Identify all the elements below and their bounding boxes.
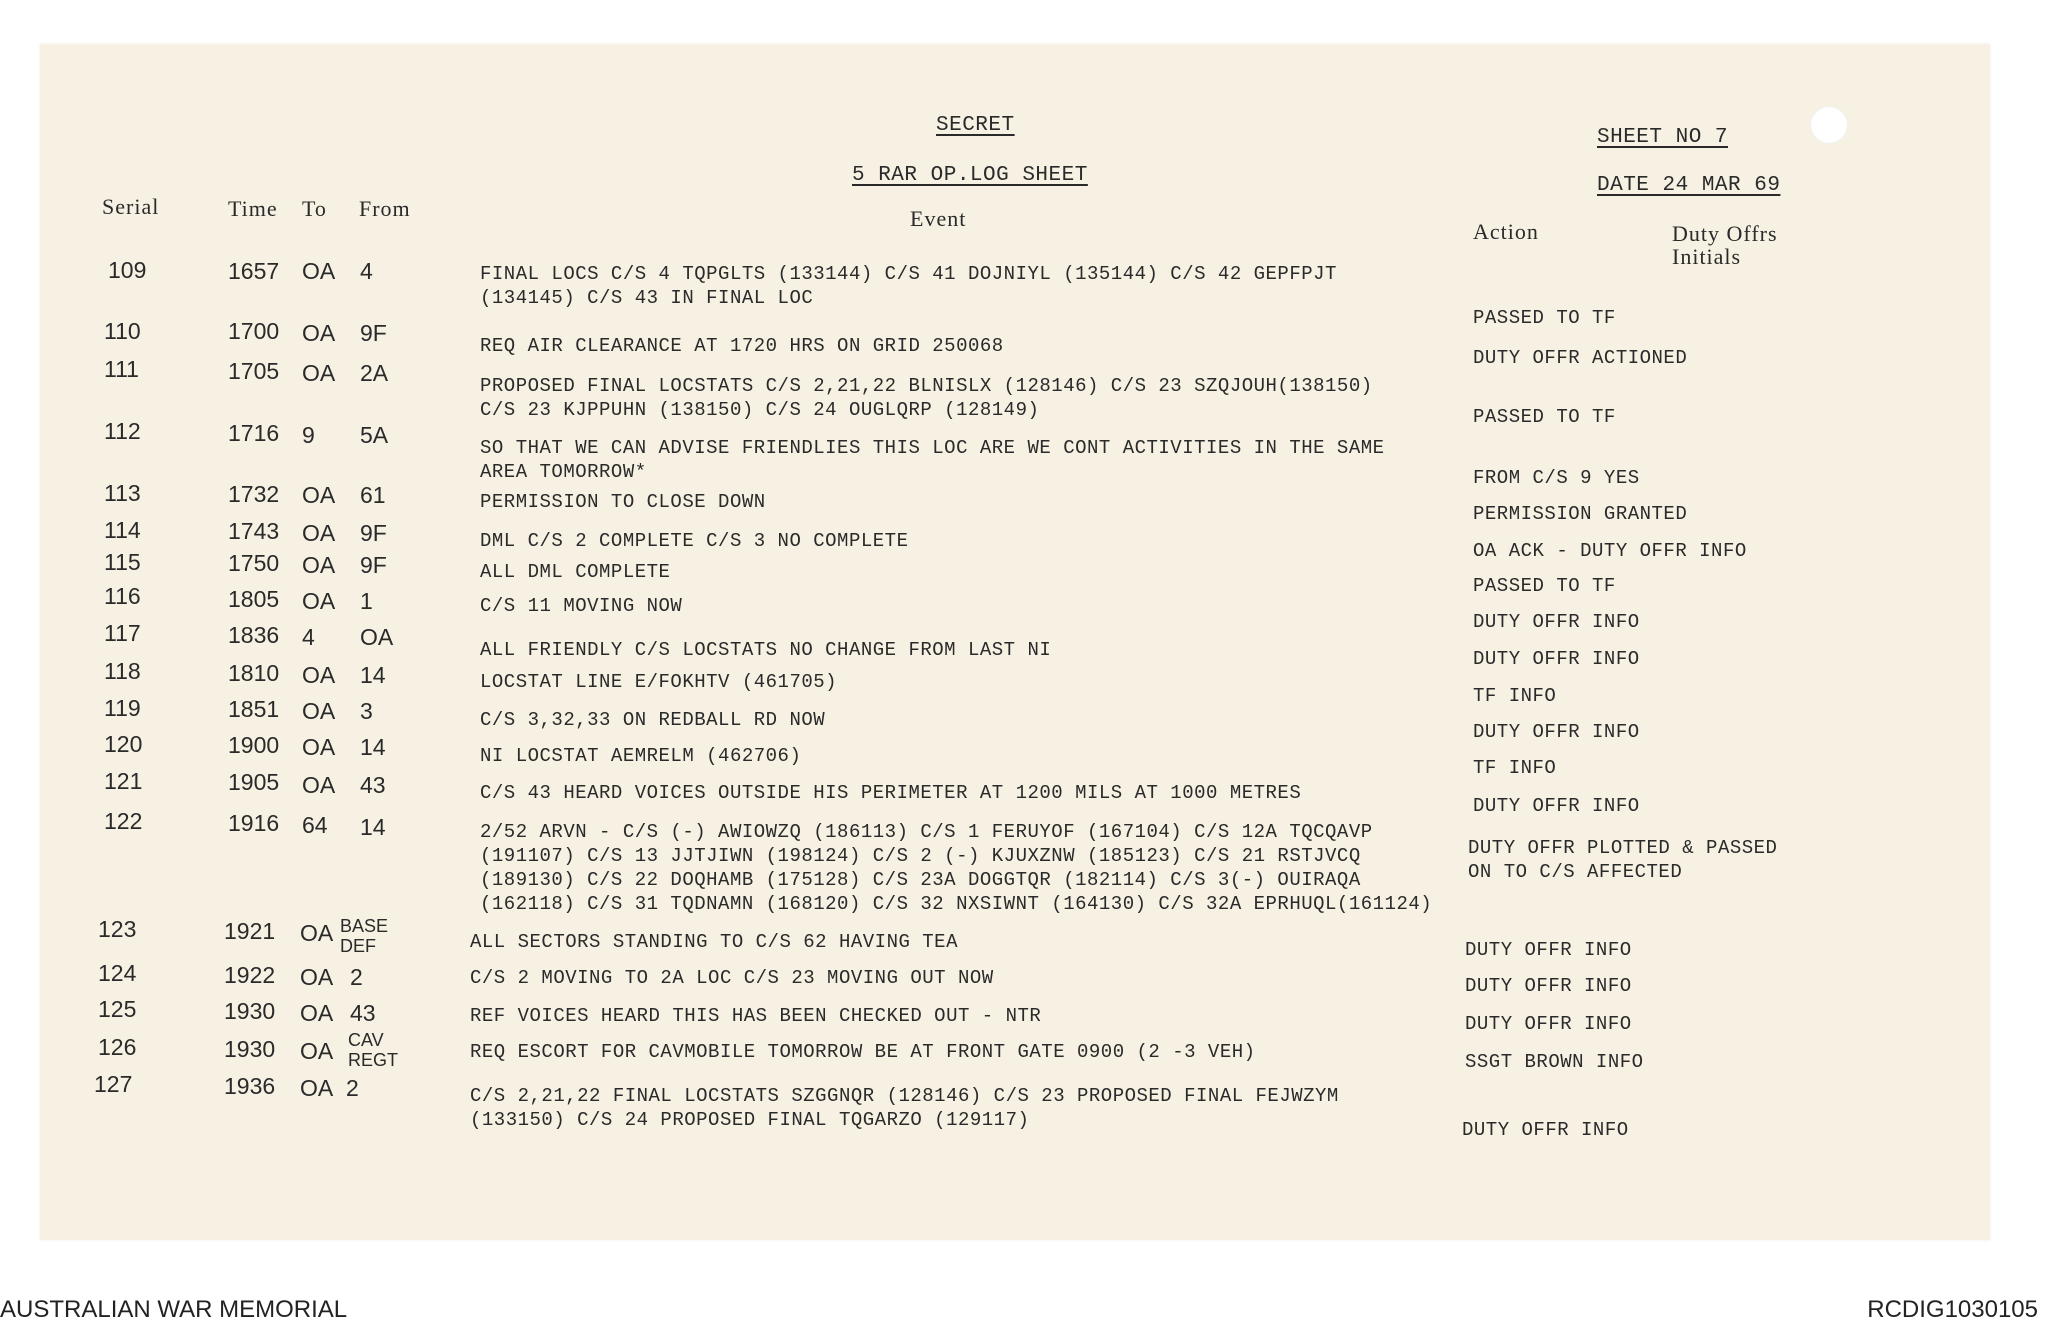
row-time: 1716 [228, 420, 280, 446]
row-serial: 124 [98, 960, 137, 986]
row-time: 1743 [228, 518, 280, 544]
row-time: 1921 [224, 918, 276, 944]
row-from: 3 [360, 698, 373, 724]
row-event: REF VOICES HEARD THIS HAS BEEN CHECKED OUT - NTR [470, 1005, 1042, 1027]
log-sheet [40, 44, 1990, 1240]
row-serial: 127 [94, 1071, 133, 1097]
row-action: TF INFO [1473, 685, 1557, 707]
row-serial: 119 [104, 695, 141, 721]
row-event: C/S 11 MOVING NOW [480, 595, 683, 617]
row-from: 14 [360, 734, 386, 760]
row-serial: 121 [104, 768, 143, 794]
row-from: 14 [360, 662, 386, 688]
punch-hole [1810, 106, 1848, 144]
row-to: OA [302, 772, 336, 798]
row-from: 9F [360, 320, 387, 346]
row-event: FINAL LOCS C/S 4 TQPGLTS (133144) C/S 41 DOJNIYL (135144) C/S 42 GEPFPJT (134145) C/S 43 IN FINAL LOC [480, 263, 1337, 309]
column-header-serial: Serial [102, 194, 160, 219]
row-time: 1851 [228, 696, 280, 722]
row-to: 64 [302, 812, 328, 838]
row-action: DUTY OFFR INFO [1465, 1013, 1632, 1035]
row-serial: 116 [104, 583, 141, 609]
row-serial: 113 [104, 480, 141, 506]
row-event: REQ ESCORT FOR CAVMOBILE TOMORROW BE AT FRONT GATE 0900 (2 -3 VEH) [470, 1041, 1256, 1063]
row-event: C/S 3,32,33 ON REDBALL RD NOW [480, 709, 826, 731]
row-from: 9F [360, 520, 387, 546]
row-action: FROM C/S 9 YES [1473, 467, 1640, 489]
row-event: DML C/S 2 COMPLETE C/S 3 NO COMPLETE [480, 530, 909, 552]
row-from: CAV REGT [348, 1030, 399, 1070]
row-event: LOCSTAT LINE E/FOKHTV (461705) [480, 671, 838, 693]
row-action: DUTY OFFR INFO [1473, 648, 1640, 670]
row-from: 43 [350, 1000, 376, 1026]
column-header-to: To [302, 196, 327, 221]
row-time: 1930 [224, 1036, 276, 1062]
row-to: OA [302, 360, 336, 386]
row-event: ALL FRIENDLY C/S LOCSTATS NO CHANGE FROM LAST NI [480, 639, 1052, 661]
column-header-event: Event [910, 206, 967, 231]
row-time: 1700 [228, 318, 280, 344]
row-to: OA [300, 964, 334, 990]
row-from: BASE DEF [340, 916, 389, 956]
row-serial: 112 [104, 418, 141, 444]
row-to: OA [302, 520, 336, 546]
row-time: 1930 [224, 998, 276, 1024]
row-from: 1 [360, 588, 373, 614]
row-to: OA [302, 258, 336, 284]
row-action: DUTY OFFR ACTIONED [1473, 347, 1688, 369]
row-time: 1732 [228, 481, 280, 507]
row-to: 9 [302, 422, 315, 448]
row-action: OA ACK - DUTY OFFR INFO [1473, 540, 1747, 562]
row-time: 1810 [228, 660, 280, 686]
column-header-from: From [359, 196, 411, 221]
row-serial: 125 [98, 996, 137, 1022]
row-serial: 122 [104, 808, 143, 834]
row-serial: 120 [104, 731, 143, 757]
row-from: OA [360, 624, 394, 650]
row-action: TF INFO [1473, 757, 1557, 779]
row-serial: 109 [108, 257, 147, 283]
row-from: 14 [360, 814, 386, 840]
row-to: OA [302, 320, 336, 346]
row-event: C/S 2,21,22 FINAL LOCSTATS SZGGNQR (128146) C/S 23 PROPOSED FINAL FEJWZYM (133150) C/S 24 PROPOSED FINAL TQGARZO (129117) [470, 1085, 1339, 1131]
row-action: PASSED TO TF [1473, 575, 1616, 597]
sheet-title: 5 RAR OP.LOG SHEET [852, 164, 1088, 187]
row-time: 1805 [228, 586, 280, 612]
row-action: DUTY OFFR INFO [1473, 795, 1640, 817]
row-from: 2A [360, 360, 389, 386]
row-serial: 118 [104, 658, 141, 684]
column-header-action: Action [1473, 219, 1539, 244]
row-action: DUTY OFFR INFO [1473, 721, 1640, 743]
row-time: 1657 [228, 258, 280, 284]
row-to: OA [302, 552, 336, 578]
row-event: PERMISSION TO CLOSE DOWN [480, 491, 766, 513]
row-serial: 126 [98, 1034, 137, 1060]
row-event: C/S 2 MOVING TO 2A LOC C/S 23 MOVING OUT NOW [470, 967, 994, 989]
row-to: OA [302, 588, 336, 614]
column-header-duty-initials: Duty Offrs Initials [1672, 221, 1778, 269]
sheet-number: SHEET NO 7 [1597, 126, 1729, 149]
column-header-time: Time [228, 196, 278, 221]
row-time: 1750 [228, 550, 280, 576]
row-from: 5A [360, 422, 389, 448]
row-time: 1922 [224, 962, 276, 988]
row-event: ALL DML COMPLETE [480, 561, 671, 583]
sheet-date: DATE 24 MAR 69 [1597, 174, 1781, 197]
footer-source: AUSTRALIAN WAR MEMORIAL [0, 1296, 348, 1323]
row-action: SSGT BROWN INFO [1465, 1051, 1644, 1073]
row-to: 4 [302, 624, 315, 650]
row-serial: 114 [104, 517, 141, 543]
footer-id: RCDIG1030105 [1867, 1296, 2038, 1323]
row-from: 2 [350, 964, 363, 990]
row-time: 1905 [228, 769, 280, 795]
row-action: DUTY OFFR INFO [1465, 975, 1632, 997]
row-event: ALL SECTORS STANDING TO C/S 62 HAVING TEA [470, 931, 958, 953]
row-serial: 117 [104, 620, 141, 646]
row-from: 43 [360, 772, 386, 798]
row-to: OA [300, 920, 334, 946]
row-action: PASSED TO TF [1473, 406, 1616, 428]
row-from: 61 [360, 482, 386, 508]
row-event: C/S 43 HEARD VOICES OUTSIDE HIS PERIMETER AT 1200 MILS AT 1000 METRES [480, 782, 1302, 804]
row-action: PERMISSION GRANTED [1473, 503, 1688, 525]
row-time: 1705 [228, 358, 280, 384]
row-to: OA [302, 734, 336, 760]
row-event: 2/52 ARVN - C/S (-) AWIOWZQ (186113) C/S 1 FERUYOF (167104) C/S 12A TQCQAVP (191107) C/S 13 JJTJIWN (198124) C/S 2 (-) KJUXZNW (185123) C/S 21 RSTJVCQ (189130) C/S 22 DOQHAMB (175128) C/S 23A DOGGTQR (182114) C/S 3(-) OUIRAQA (162118) C/S 31 TQDNAMN (168120) C/S 32 NXSIWNT (164130) C/S 32A EPRHUQL(161124) [480, 821, 1433, 915]
row-from: 4 [360, 258, 373, 284]
row-to: OA [300, 1038, 334, 1064]
classification-label: SECRET [936, 114, 1015, 137]
row-action: PASSED TO TF [1473, 307, 1616, 329]
row-to: OA [302, 698, 336, 724]
row-event: SO THAT WE CAN ADVISE FRIENDLIES THIS LOC ARE WE CONT ACTIVITIES IN THE SAME AREA TOMORROW* [480, 437, 1385, 483]
row-serial: 111 [104, 356, 139, 382]
trailing-action: DUTY OFFR INFO [1462, 1119, 1629, 1141]
row-time: 1900 [228, 732, 280, 758]
row-time: 1836 [228, 622, 280, 648]
row-to: OA [302, 662, 336, 688]
row-time: 1916 [228, 810, 280, 836]
row-action: DUTY OFFR INFO [1465, 939, 1632, 961]
row-event: PROPOSED FINAL LOCSTATS C/S 2,21,22 BLNISLX (128146) C/S 23 SZQJOUH(138150) C/S 23 KJPPUHN (138150) C/S 24 OUGLQRP (128149) [480, 375, 1373, 421]
row-event: NI LOCSTAT AEMRELM (462706) [480, 745, 802, 767]
row-event: REQ AIR CLEARANCE AT 1720 HRS ON GRID 250068 [480, 335, 1004, 357]
row-serial: 115 [104, 549, 141, 575]
row-action: DUTY OFFR INFO [1473, 611, 1640, 633]
row-serial: 110 [104, 318, 141, 344]
row-action: DUTY OFFR PLOTTED & PASSED ON TO C/S AFFECTED [1468, 837, 1778, 883]
row-to: OA [302, 482, 336, 508]
row-serial: 123 [98, 916, 137, 942]
row-time: 1936 [224, 1073, 276, 1099]
row-to: OA [300, 1075, 334, 1101]
row-to: OA [300, 1000, 334, 1026]
row-from: 2 [346, 1075, 359, 1101]
row-from: 9F [360, 552, 387, 578]
